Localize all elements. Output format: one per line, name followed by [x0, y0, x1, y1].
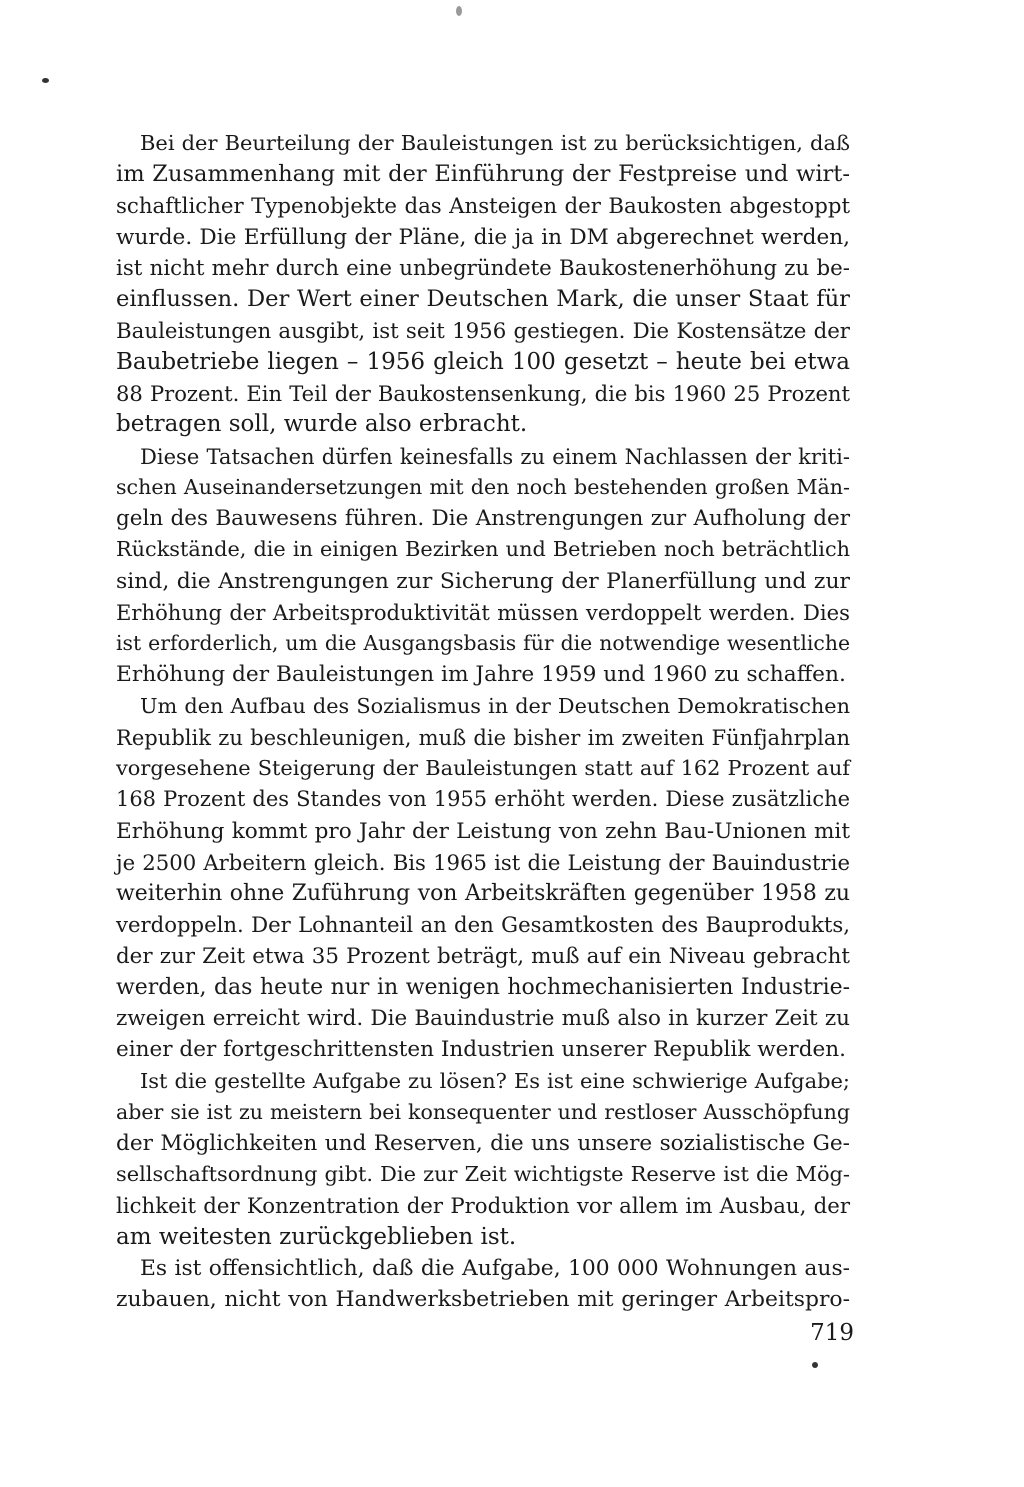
paragraph-4 — [116, 1066, 850, 1254]
scan-speck — [456, 6, 462, 16]
text-line: der zur Zeit etwa 35 Prozent beträgt, muß auf ein Niveau gebracht — [116, 943, 850, 969]
scan-speck — [42, 78, 49, 83]
text-line: sind, die Anstrengungen zur Sicherung der Planerfüllung und zur — [116, 568, 850, 594]
text-line: geln des Bauwesens führen. Die Anstrengungen zur Aufholung der — [116, 506, 850, 531]
text-line: zubauen, nicht von Handwerksbetrieben mit geringer Arbeitspro- — [116, 1287, 850, 1313]
paragraph-2 — [116, 441, 850, 691]
text-line: weiterhin ohne Zuführung von Arbeitskräften gegenüber 1958 zu — [116, 881, 850, 906]
page-number: 719 — [810, 1320, 854, 1346]
text-line: im Zusammenhang mit der Einführung der Festpreise und wirt- — [116, 161, 850, 188]
scan-speck — [812, 1362, 818, 1368]
text-line: ist erforderlich, um die Ausgangsbasis für die notwendige wesentliche — [116, 631, 850, 655]
text-line: aber sie ist zu meistern bei konsequenter und restloser Ausschöpfung — [116, 1099, 850, 1124]
text-line: 88 Prozent. Ein Teil der Baukostensenkung, die bis 1960 25 Prozent — [116, 381, 850, 406]
text-line: einflussen. Der Wert einer Deutschen Mark, die unser Staat für — [116, 286, 850, 313]
text-line: werden, das heute nur in wenigen hochmechanisierten Industrie- — [116, 974, 850, 1000]
paragraph-5 — [116, 1253, 850, 1316]
text-line: wurde. Die Erfüllung der Pläne, die ja in DM abgerechnet werden, — [116, 224, 850, 250]
text-line: Bei der Beurteilung der Bauleistungen ist zu berücksichtigen, daß — [140, 131, 850, 155]
text-line: Rückstände, die in einigen Bezirken und Betrieben noch beträchtlich — [116, 537, 850, 562]
text-line: Erhöhung der Arbeitsproduktivität müssen verdoppelt werden. Dies — [116, 599, 850, 625]
text-line: schen Auseinandersetzungen mit den noch bestehenden großen Män- — [116, 474, 850, 499]
text-line: sellschaftsordnung gibt. Die zur Zeit wichtigste Reserve ist die Mög- — [116, 1162, 850, 1187]
paragraph-1 — [116, 128, 850, 441]
text-line: einer der fortgeschrittensten Industrien unserer Republik werden. — [116, 1037, 846, 1063]
text-line: Erhöhung kommt pro Jahr der Leistung von zehn Bau-Unionen mit — [116, 818, 850, 844]
text-line: Ist die gestellte Aufgabe zu lösen? Es ist eine schwierige Aufgabe; — [140, 1068, 850, 1093]
text-line: zweigen erreicht wird. Die Bauindustrie muß also in kurzer Zeit zu — [116, 1006, 850, 1031]
text-line: der Möglichkeiten und Reserven, die uns unsere sozialistische Ge- — [116, 1131, 850, 1156]
text-line: betragen soll, wurde also erbracht. — [116, 411, 528, 438]
text-line: Erhöhung der Bauleistungen im Jahre 1959 und 1960 zu schaffen. — [116, 662, 846, 688]
text-line: Republik zu beschleunigen, muß die bisher im zweiten Fünfjahrplan — [116, 724, 850, 750]
text-line: ist nicht mehr durch eine unbegründete Baukostenerhöhung zu be- — [116, 256, 850, 281]
text-line: verdoppeln. Der Lohnanteil an den Gesamtkosten des Bauprodukts, — [116, 912, 850, 938]
text-line: Es ist offensichtlich, daß die Aufgabe, 100 000 Wohnungen aus- — [140, 1256, 850, 1281]
text-line: lichkeit der Konzentration der Produktion vor allem im Ausbau, der — [116, 1193, 850, 1219]
text-line: 168 Prozent des Standes von 1955 erhöht werden. Diese zusätzliche — [116, 787, 850, 812]
body-text — [116, 128, 850, 1316]
text-line: schaftlicher Typenobjekte das Ansteigen der Baukosten abgestoppt — [116, 193, 850, 219]
text-line: Um den Aufbau des Sozialismus in der Deutschen Demokratischen — [140, 693, 850, 718]
text-line: je 2500 Arbeitern gleich. Bis 1965 ist die Leistung der Bauindustrie — [116, 849, 850, 875]
text-line: Baubetriebe liegen – 1956 gleich 100 gesetzt – heute bei etwa — [116, 348, 850, 375]
text-line: Bauleistungen ausgibt, ist seit 1956 gestiegen. Die Kostensätze der — [116, 318, 850, 344]
text-line: vorgesehene Steigerung der Bauleistungen statt auf 162 Prozent auf — [116, 756, 850, 780]
text-line: am weitesten zurückgeblieben ist. — [116, 1223, 517, 1250]
text-line: Diese Tatsachen dürfen keinesfalls zu einem Nachlassen der kriti- — [140, 443, 850, 469]
paragraph-3 — [116, 691, 850, 1066]
